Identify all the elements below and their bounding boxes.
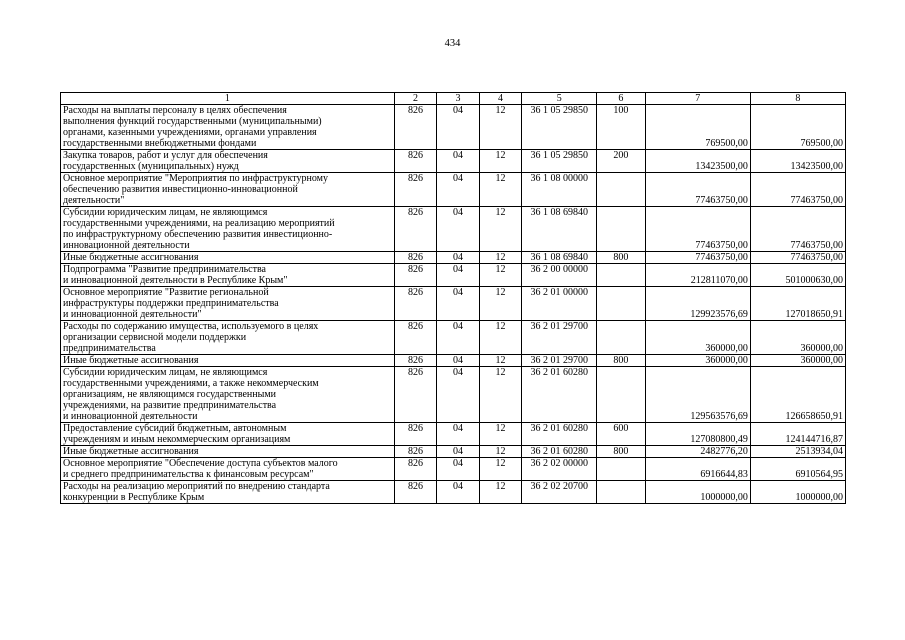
section-code-cell: 04	[437, 105, 479, 150]
section-code-cell: 04	[437, 173, 479, 207]
section-code-cell: 04	[437, 423, 479, 446]
expense-type-cell: 600	[597, 423, 646, 446]
amount-year1-cell: 77463750,00	[645, 207, 750, 252]
table-body	[61, 105, 846, 504]
amount-year1-cell: 6916644,83	[645, 458, 750, 481]
row-name-cell: Закупка товаров, работ и услуг для обеспечения государственных (муниципальных) нужд	[61, 150, 395, 173]
amount-year1-cell: 129923576,69	[645, 287, 750, 321]
section-code-cell: 04	[437, 481, 479, 504]
target-article-cell: 36 1 08 69840	[522, 252, 597, 264]
expense-type-cell: 800	[597, 446, 646, 458]
table-row	[61, 173, 846, 207]
amount-year1-cell: 1000000,00	[645, 481, 750, 504]
subsection-code-cell: 12	[479, 264, 521, 287]
table-header-row	[61, 93, 846, 105]
row-name-cell: Иные бюджетные ассигнования	[61, 252, 395, 264]
expense-type-cell	[597, 481, 646, 504]
row-name-cell: Основное мероприятие "Мероприятия по инфраструктурному обеспечению развития инвестиционно-инновационной деятельности"	[61, 173, 395, 207]
expense-type-cell: 100	[597, 105, 646, 150]
subsection-code-cell: 12	[479, 355, 521, 367]
column-header: 8	[750, 93, 845, 105]
subsection-code-cell: 12	[479, 321, 521, 355]
amount-year2-cell: 1000000,00	[750, 481, 845, 504]
amount-year2-cell: 77463750,00	[750, 207, 845, 252]
amount-year2-cell: 6910564,95	[750, 458, 845, 481]
ministry-code-cell: 826	[394, 264, 436, 287]
table-row	[61, 481, 846, 504]
row-name-cell: Субсидии юридическим лицам, не являющимся государственными учреждениями, на реализацию мероприятий по инфраструктурному обеспечению развития инвестиционно- инновационной деятельности	[61, 207, 395, 252]
row-name-cell: Подпрограмма "Развитие предпринимательства и инновационной деятельности в Республике Крым"	[61, 264, 395, 287]
amount-year2-cell: 126658650,91	[750, 367, 845, 423]
target-article-cell: 36 2 00 00000	[522, 264, 597, 287]
target-article-cell: 36 2 01 29700	[522, 321, 597, 355]
section-code-cell: 04	[437, 287, 479, 321]
amount-year1-cell: 77463750,00	[645, 252, 750, 264]
amount-year2-cell: 360000,00	[750, 355, 845, 367]
amount-year1-cell: 2482776,20	[645, 446, 750, 458]
expense-type-cell	[597, 287, 646, 321]
column-header: 7	[645, 93, 750, 105]
target-article-cell: 36 2 01 00000	[522, 287, 597, 321]
table-row	[61, 287, 846, 321]
target-article-cell: 36 2 01 60280	[522, 423, 597, 446]
amount-year1-cell: 212811070,00	[645, 264, 750, 287]
target-article-cell: 36 1 08 00000	[522, 173, 597, 207]
table-row	[61, 150, 846, 173]
expense-type-cell	[597, 173, 646, 207]
expense-type-cell	[597, 207, 646, 252]
table-row	[61, 207, 846, 252]
amount-year1-cell: 13423500,00	[645, 150, 750, 173]
amount-year2-cell: 769500,00	[750, 105, 845, 150]
target-article-cell: 36 2 02 00000	[522, 458, 597, 481]
page-number: 434	[444, 38, 461, 49]
section-code-cell: 04	[437, 367, 479, 423]
amount-year2-cell: 2513934,04	[750, 446, 845, 458]
table-row	[61, 252, 846, 264]
target-article-cell: 36 1 05 29850	[522, 150, 597, 173]
section-code-cell: 04	[437, 252, 479, 264]
ministry-code-cell: 826	[394, 321, 436, 355]
amount-year2-cell: 13423500,00	[750, 150, 845, 173]
target-article-cell: 36 2 02 20700	[522, 481, 597, 504]
ministry-code-cell: 826	[394, 458, 436, 481]
ministry-code-cell: 826	[394, 150, 436, 173]
section-code-cell: 04	[437, 150, 479, 173]
subsection-code-cell: 12	[479, 287, 521, 321]
column-header: 1	[61, 93, 395, 105]
ministry-code-cell: 826	[394, 287, 436, 321]
row-name-cell: Основное мероприятие "Развитие региональной инфраструктуры поддержки предпринимательства и инновационной деятельности"	[61, 287, 395, 321]
expense-type-cell: 800	[597, 355, 646, 367]
table-row	[61, 105, 846, 150]
ministry-code-cell: 826	[394, 355, 436, 367]
row-name-cell: Иные бюджетные ассигнования	[61, 355, 395, 367]
subsection-code-cell: 12	[479, 423, 521, 446]
row-name-cell: Предоставление субсидий бюджетным, автономным учреждениям и иным некоммерческим организациям	[61, 423, 395, 446]
row-name-cell: Основное мероприятие "Обеспечение доступа субъектов малого и среднего предпринимательства к финансовым ресурсам"	[61, 458, 395, 481]
budget-table	[60, 92, 846, 504]
subsection-code-cell: 12	[479, 458, 521, 481]
table-row	[61, 423, 846, 446]
column-header: 5	[522, 93, 597, 105]
amount-year2-cell: 77463750,00	[750, 252, 845, 264]
ministry-code-cell: 826	[394, 367, 436, 423]
ministry-code-cell: 826	[394, 446, 436, 458]
table-row	[61, 264, 846, 287]
row-name-cell: Расходы по содержанию имущества, используемого в целях организации сервисной модели поддержки предпринимательства	[61, 321, 395, 355]
target-article-cell: 36 2 01 60280	[522, 446, 597, 458]
section-code-cell: 04	[437, 355, 479, 367]
amount-year1-cell: 127080800,49	[645, 423, 750, 446]
subsection-code-cell: 12	[479, 446, 521, 458]
section-code-cell: 04	[437, 207, 479, 252]
table-row	[61, 321, 846, 355]
target-article-cell: 36 1 08 69840	[522, 207, 597, 252]
ministry-code-cell: 826	[394, 252, 436, 264]
amount-year2-cell: 501000630,00	[750, 264, 845, 287]
column-header: 3	[437, 93, 479, 105]
section-code-cell: 04	[437, 458, 479, 481]
amount-year1-cell: 360000,00	[645, 355, 750, 367]
table-row	[61, 458, 846, 481]
table-row	[61, 355, 846, 367]
expense-type-cell: 200	[597, 150, 646, 173]
row-name-cell: Расходы на реализацию мероприятий по внедрению стандарта конкуренции в Республике Крым	[61, 481, 395, 504]
target-article-cell: 36 2 01 60280	[522, 367, 597, 423]
ministry-code-cell: 826	[394, 105, 436, 150]
amount-year2-cell: 127018650,91	[750, 287, 845, 321]
column-header: 2	[394, 93, 436, 105]
column-header: 4	[479, 93, 521, 105]
subsection-code-cell: 12	[479, 481, 521, 504]
expense-type-cell	[597, 264, 646, 287]
section-code-cell: 04	[437, 264, 479, 287]
amount-year2-cell: 77463750,00	[750, 173, 845, 207]
table-row	[61, 367, 846, 423]
amount-year2-cell: 124144716,87	[750, 423, 845, 446]
row-name-cell: Расходы на выплаты персоналу в целях обеспечения выполнения функций государственными (муниципальными) органами, казенными учреждениями, органами управления государственными внебюджетными фондами	[61, 105, 395, 150]
ministry-code-cell: 826	[394, 173, 436, 207]
ministry-code-cell: 826	[394, 207, 436, 252]
target-article-cell: 36 1 05 29850	[522, 105, 597, 150]
subsection-code-cell: 12	[479, 105, 521, 150]
row-name-cell: Субсидии юридическим лицам, не являющимся государственными учреждениями, а также некоммерческим организациям, не являющимся государственными учреждениями, на развитие предпринимательства и инновационной деятельности	[61, 367, 395, 423]
subsection-code-cell: 12	[479, 207, 521, 252]
amount-year2-cell: 360000,00	[750, 321, 845, 355]
amount-year1-cell: 769500,00	[645, 105, 750, 150]
expense-type-cell	[597, 321, 646, 355]
expense-type-cell	[597, 367, 646, 423]
amount-year1-cell: 129563576,69	[645, 367, 750, 423]
column-header: 6	[597, 93, 646, 105]
subsection-code-cell: 12	[479, 150, 521, 173]
row-name-cell: Иные бюджетные ассигнования	[61, 446, 395, 458]
ministry-code-cell: 826	[394, 423, 436, 446]
table-row	[61, 446, 846, 458]
expense-type-cell	[597, 458, 646, 481]
subsection-code-cell: 12	[479, 367, 521, 423]
amount-year1-cell: 77463750,00	[645, 173, 750, 207]
ministry-code-cell: 826	[394, 481, 436, 504]
amount-year1-cell: 360000,00	[645, 321, 750, 355]
section-code-cell: 04	[437, 446, 479, 458]
subsection-code-cell: 12	[479, 252, 521, 264]
section-code-cell: 04	[437, 321, 479, 355]
target-article-cell: 36 2 01 29700	[522, 355, 597, 367]
subsection-code-cell: 12	[479, 173, 521, 207]
expense-type-cell: 800	[597, 252, 646, 264]
